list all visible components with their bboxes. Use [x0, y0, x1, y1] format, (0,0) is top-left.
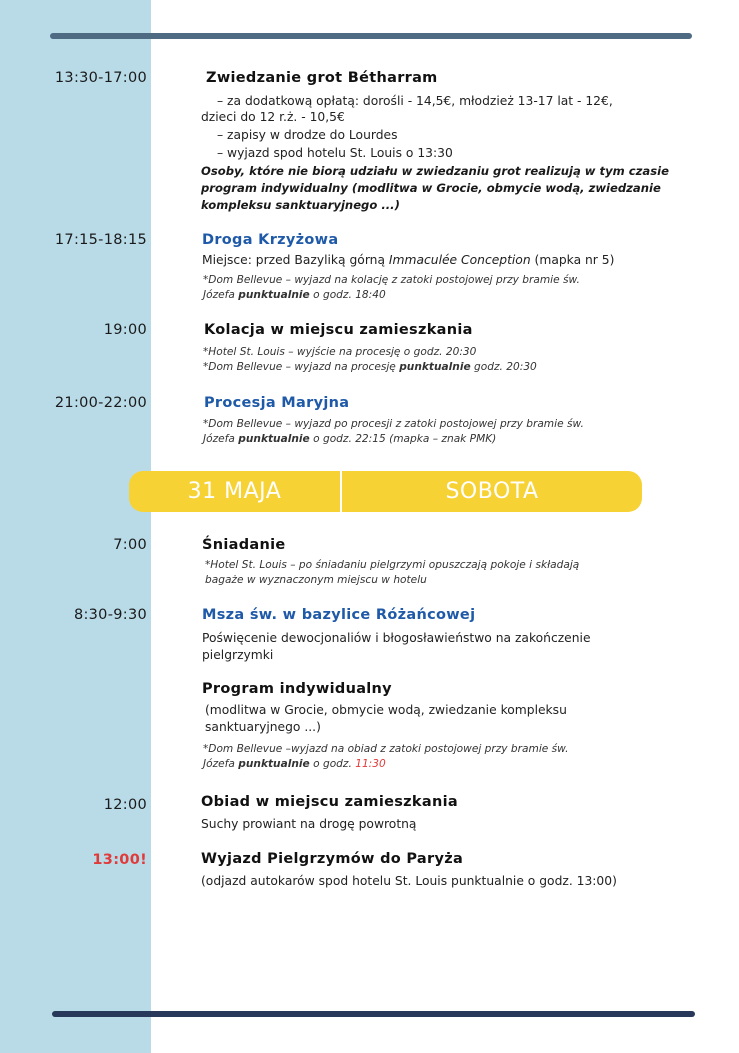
event-title: Procesja Maryjna [204, 395, 350, 411]
event-detail: Miejsce: przed Bazyliką górną Immaculée Conception (mapka nr 5) [202, 253, 615, 267]
event-time: 7:00 [113, 537, 147, 553]
event-title: Program indywidualny [202, 681, 392, 697]
event-detail: – za dodatkową opłatą: dorośli - 14,5€, młodzież 13-17 lat - 12€, [217, 94, 613, 108]
day-banner [129, 471, 642, 512]
banner-day: SOBOTA [445, 479, 539, 504]
event-note: *Dom Bellevue –wyjazd na obiad z zatoki postojowej przy bramie św. [203, 743, 569, 755]
event-time: 8:30-9:30 [73, 607, 147, 623]
event-time: 12:00 [103, 797, 147, 813]
banner-date: 31 MAJA [187, 479, 282, 504]
event-detail: (odjazd autokarów spod hotelu St. Louis punktualnie o godz. 13:00) [201, 874, 617, 888]
event-title: Zwiedzanie grot Bétharram [206, 70, 438, 86]
event-detail: sanktuaryjnego ...) [205, 720, 321, 734]
event-note: *Hotel St. Louis – po śniadaniu pielgrzymi opuszczają pokoje i składają [205, 559, 580, 571]
event-note: kompleksu sanktuaryjnego ...) [201, 198, 400, 212]
event-time: 13:00! [92, 852, 147, 868]
event-detail: (modlitwa w Grocie, obmycie wodą, zwiedzanie kompleksu [205, 703, 567, 717]
event-note: Józefa punktualnie o godz. 11:30 [203, 758, 386, 770]
event-detail: dzieci do 12 r.ż. - 10,5€ [201, 110, 345, 124]
event-note: *Dom Bellevue – wyjazd po procesji z zatoki postojowej przy bramie św. [203, 418, 584, 430]
event-detail: – wyjazd spod hotelu St. Louis o 13:30 [217, 146, 453, 160]
event-detail: – zapisy w drodze do Lourdes [217, 128, 398, 142]
event-title: Msza św. w bazylice Różańcowej [202, 607, 476, 623]
bottom-divider [52, 1011, 695, 1017]
event-note: Osoby, które nie biorą udziału w zwiedzaniu grot realizują w tym czasie [201, 164, 669, 178]
event-title: Wyjazd Pielgrzymów do Paryża [201, 851, 464, 867]
event-time: 19:00 [103, 322, 147, 338]
event-title: Śniadanie [202, 537, 286, 553]
event-title: Obiad w miejscu zamieszkania [201, 794, 458, 810]
event-note: program indywidualny (modlitwa w Grocie, obmycie wodą, zwiedzanie [201, 181, 661, 195]
event-time: 17:15-18:15 [54, 232, 147, 248]
event-note: Józefa punktualnie o godz. 18:40 [203, 289, 386, 301]
event-note: Józefa punktualnie o godz. 22:15 (mapka – znak PMK) [203, 433, 497, 445]
event-note: *Dom Bellevue – wyjazd na procesję punktualnie godz. 20:30 [203, 361, 537, 373]
event-note: bagaże w wyznaczonym miejscu w hotelu [205, 574, 427, 586]
event-title: Kolacja w miejscu zamieszkania [204, 322, 473, 338]
event-time: 21:00-22:00 [54, 395, 147, 411]
event-detail: Suchy prowiant na drogę powrotną [201, 817, 417, 831]
event-title: Droga Krzyżowa [202, 232, 339, 248]
top-divider [50, 33, 692, 39]
event-detail: pielgrzymki [202, 648, 274, 662]
event-time: 13:30-17:00 [54, 70, 147, 86]
event-note: *Dom Bellevue – wyjazd na kolację z zatoki postojowej przy bramie św. [203, 274, 580, 286]
event-note: *Hotel St. Louis – wyjście na procesję o godz. 20:30 [203, 346, 477, 358]
event-detail: Poświęcenie dewocjonaliów i błogosławieństwo na zakończenie [202, 631, 591, 645]
left-sidebar-band [0, 0, 151, 1053]
